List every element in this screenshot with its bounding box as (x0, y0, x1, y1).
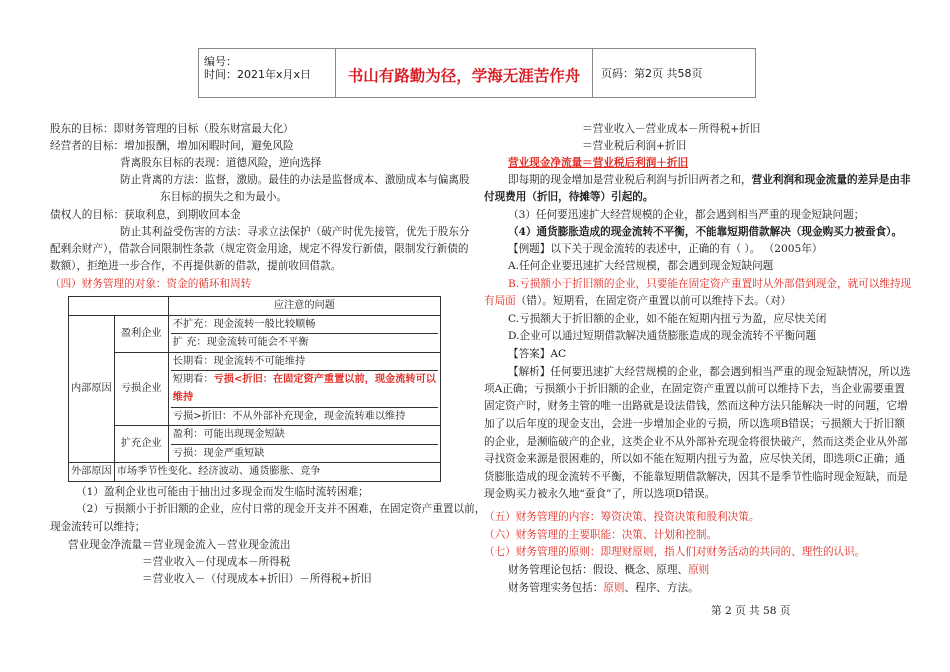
text-span: 、程序、方法。 (624, 582, 699, 594)
internal-reason-label: 内部原因 (69, 315, 115, 463)
left-line-7: 防止其利益受伤害的方法：寻求立法保护（破产时优先接管，优先于股东分 (120, 226, 470, 238)
section-6-heading: （六）财务管理的主要职能：决策、计划和控制。 (484, 529, 718, 541)
emphasis-text: 营业利润和现金流量的差异是由非 (751, 174, 911, 186)
left-line-5: 东目标的损失之和为最小。 (160, 191, 288, 203)
right-line-7: （4）通货膨胀造成的现金流转不平衡，不能靠短期借款解决（现金购买力被蚕食）。 (508, 226, 903, 238)
option-a: A.任何企业要迅速扩大经营规模，都会遇到现金短缺问题 (508, 260, 774, 272)
table-cell: 盈利：可能出现现金短缺 (171, 426, 438, 445)
theory-line (508, 562, 709, 579)
practice-line (508, 580, 699, 597)
table-cell: 不扩充：现金流转一般比较顺畅 (171, 316, 438, 335)
text-span: 财务管理实务包括： (508, 582, 604, 594)
left-line-8: 配剩余财产），借款合同限制性条款（规定资金用途，规定不得发行新债，限制发行新债的 (50, 243, 469, 255)
expanding-firm-label: 扩充企业 (114, 426, 168, 463)
highlight-text: 维持 (171, 389, 438, 408)
left-line-6: 债权人的目标：获取利息，到期收回本金 (50, 209, 241, 221)
analysis-line-8: 现金购买力被永久地“蚕食”了，所以选项D错误。 (484, 488, 716, 500)
highlight-text: 原则 (603, 582, 625, 594)
external-reason-text: 市场季节性变化、经济波动、通货膨胀、竞争 (114, 463, 440, 482)
external-reason-label: 外部原因 (69, 463, 115, 482)
left-line-1: 股东的目标：即财务管理的目标（股东财富最大化） (50, 123, 294, 135)
option-d: D.企业可以通过短期借款解决通货膨胀造成的现金流转不平衡问题 (508, 330, 817, 342)
right-line-4 (508, 172, 911, 189)
note-1: （1）盈利企业也可能由于抽出过多现金而发生临时流转困难； (76, 486, 369, 498)
doc-time-label: 时间：2021年x月x日 (204, 68, 312, 81)
profit-firm-notes (168, 315, 440, 352)
header-motto: 书山有路勤为径，学海无涯苦作舟 (347, 67, 581, 85)
cash-flow-issues-table (68, 296, 441, 482)
example-question: 【例题】以下关于现金流转的表述中，正确的有（ ）。 （2005年） (508, 243, 823, 255)
left-line-3: 背离股东目标的表现：道德风险，逆向选择 (120, 157, 322, 169)
section-4-heading: （四）财务管理的对象：资金的循环和周转 (50, 278, 252, 290)
header-meta-cell (199, 49, 336, 97)
short-term-label: 短期看： (172, 374, 214, 386)
analysis-line-4: 加了以后年度的现金支出，会进一步增加企业的亏损，所以选项B错误；亏损额大于折旧额 (484, 418, 905, 430)
table-cell (171, 371, 438, 389)
option-b-cont (484, 293, 791, 310)
highlight-text: 亏损<折旧：在固定资产重置以前，现金流转可以 (213, 373, 436, 386)
analysis-line-6: 寻找资金来源是很困难的，所以如不能在短期内扭亏为盈，应尽快关闭，即选项C正确；通 (484, 453, 906, 465)
left-line-9: 数额），拒绝进一步合作，不再提供新的借款，提前收回借款。 (50, 260, 342, 272)
profit-firm-label: 盈利企业 (114, 315, 168, 352)
loss-firm-label: 亏损企业 (114, 352, 168, 425)
text-span: （错）。短期看，在固定资产重置以前可以维持下去。（对） (515, 295, 792, 307)
right-line-6: （3）任何要迅速扩大经营规模的企业，都会遇到相当严重的现金短缺问题； (508, 209, 865, 221)
analysis-line-5: 的企业，是濒临破产的企业，这类企业不从外部补充现金将很快破产，然而这类企业从外部 (484, 436, 908, 448)
header-page-cell (593, 49, 755, 97)
highlight-text: 有局面 (484, 295, 516, 307)
table-cell: 亏损>折旧：不从外部补充现金，现金流转难以维持 (172, 410, 406, 422)
left-line-4: 防止背离的方法：监督，激励。最佳的办法是监督成本、激励成本与偏离股 (120, 174, 470, 186)
right-formula-2: ＝营业税后利润+折旧 (582, 140, 687, 152)
text-span: 财务管理论包括：假设、概念、原理、 (508, 564, 689, 576)
section-5-heading: （五）财务管理的内容：筹资决策、投资决策和股利决策。 (484, 511, 760, 523)
header-page-number: 页码：第2页 共58页 (601, 67, 703, 80)
analysis-line-3: 固定资产时，财务主管的唯一出路就是设法借钱，然而这种方法只能解决一时的问题，它增 (484, 400, 908, 412)
loss-firm-notes (168, 352, 440, 425)
header-motto-cell (336, 49, 593, 97)
note-2-cont: 现金流转可以维持； (50, 521, 146, 533)
formula-3: ＝营业收入－（付现成本+折旧）－所得税+折旧 (142, 573, 372, 585)
answer: 【答案】AC (508, 348, 567, 360)
analysis-line-7: 货膨胀造成的现金流转不平衡，不能靠短期借款解决，因其不是季节性临时现金短缺，而是 (484, 471, 908, 483)
table-cell: 扩 充：现金流转可能会不平衡 (172, 337, 309, 349)
note-2: （2）亏损额小于折旧额的企业，应付日常的现金开支并不困难，在固定资产重置以前， (76, 503, 486, 515)
table-cell: 亏损：现金严重短缺 (172, 447, 265, 459)
section-7-heading: （七）财务管理的原则：即理财原则，指人们对财务活动的共同的、理性的认识。 (484, 546, 866, 558)
text-span: 即每期的现金增加是营业税后利润与折旧两者之和， (508, 174, 752, 186)
right-line-5: 付现费用（折旧，待摊等）引起的。 (484, 191, 654, 203)
analysis-line-1: 【解析】任何要迅速扩大经营规模的企业，都会遇到相当严重的现金短缺情况，所以选 (508, 366, 911, 378)
formula-2: ＝营业收入－付现成本－所得税 (142, 556, 291, 568)
option-b: B.亏损额小于折旧额的企业，只要能在固定资产重置时从外部借到现金，就可以维持现 (508, 278, 912, 290)
table-header: 应注意的问题 (168, 297, 440, 316)
page-header (198, 48, 756, 98)
expanding-firm-notes (168, 426, 440, 463)
key-formula: 营业现金净流量＝营业税后利润＋折旧 (508, 157, 689, 169)
highlight-text: 原则 (688, 564, 710, 576)
table-cell: 长期看：现金流转不可能维持 (171, 353, 438, 372)
formula-1: 营业现金净流量＝营业现金流入－营业现金流出 (68, 539, 291, 551)
option-c: C.亏损额大于折旧额的企业，如不能在短期内扭亏为盈，应尽快关闭 (508, 313, 827, 325)
analysis-line-2: 项A正确；亏损额小于折旧额的企业，在固定资产重置以前可以维持下去，当企业需要重置 (484, 383, 905, 395)
doc-number-label: 编号： (204, 55, 237, 68)
right-formula-1: ＝营业收入－营业成本－所得税+折旧 (582, 123, 761, 135)
page-footer: 第 2 页 共 58 页 (711, 605, 791, 617)
left-line-2: 经营者的目标：增加报酬，增加闲暇时间，避免风险 (50, 140, 294, 152)
